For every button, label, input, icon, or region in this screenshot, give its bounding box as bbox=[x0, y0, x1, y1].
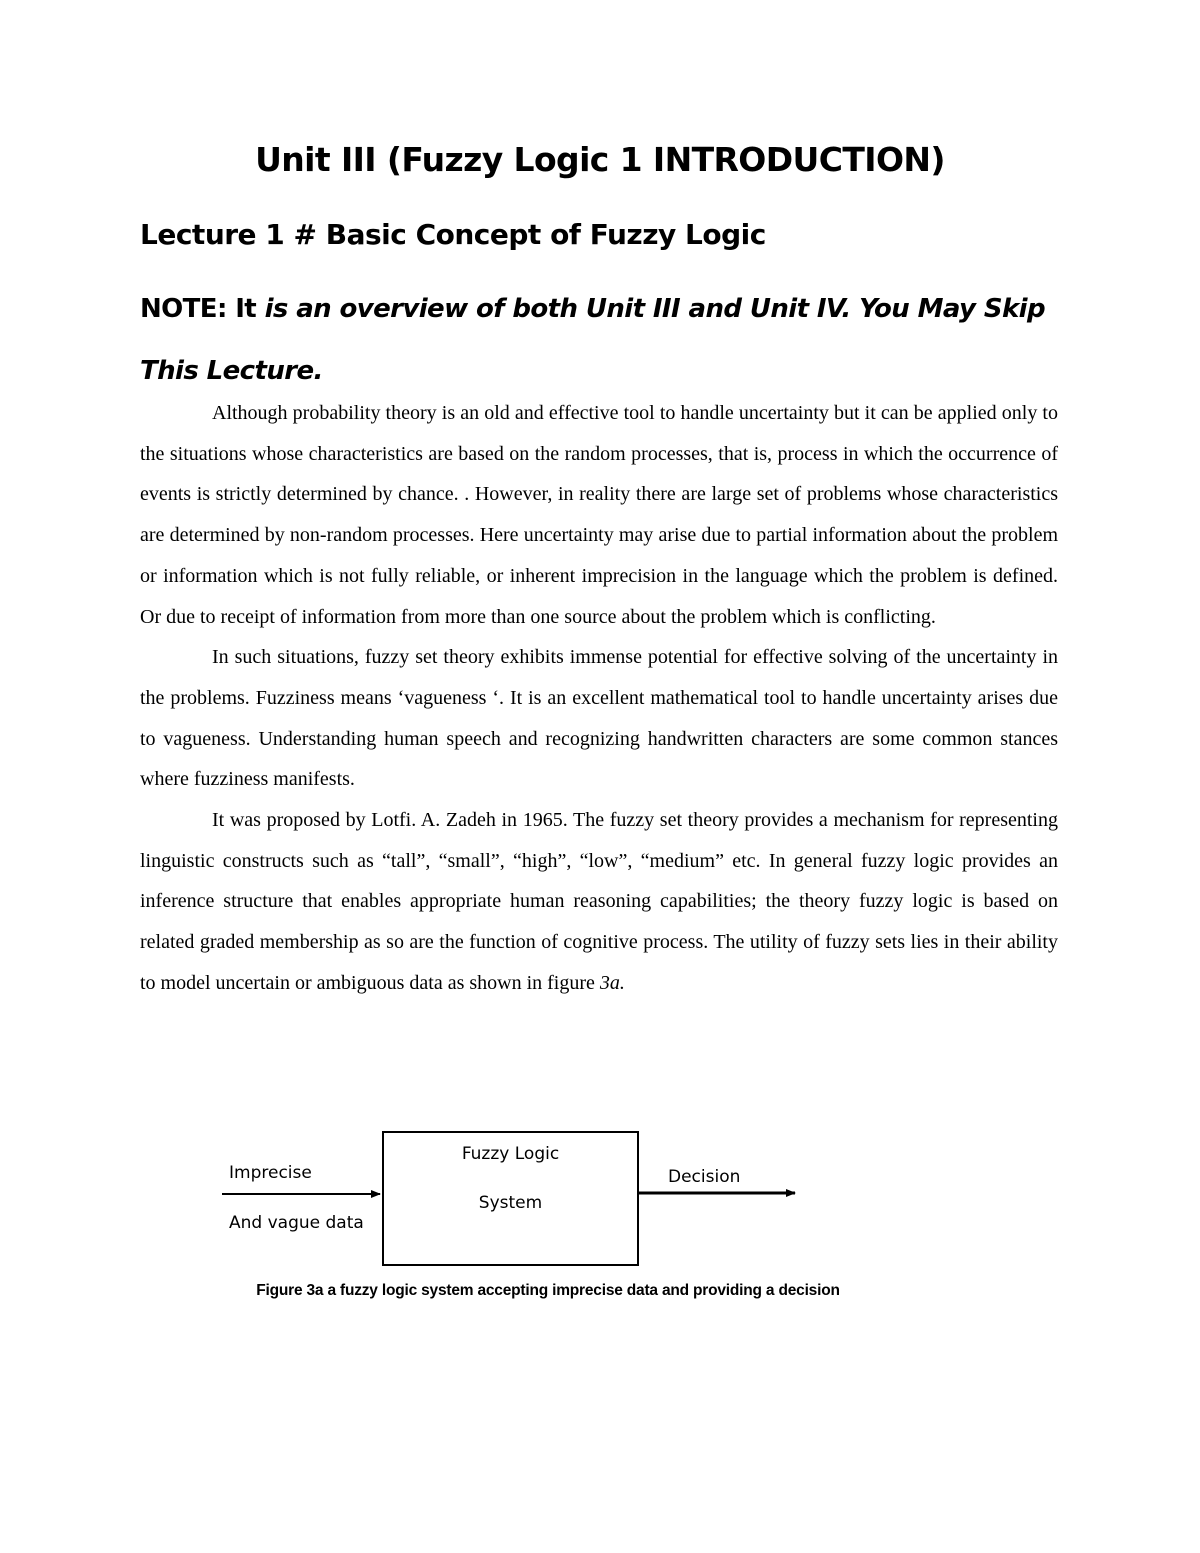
box-label-system: System bbox=[478, 1193, 543, 1213]
paragraph-zadeh bbox=[140, 800, 1058, 1004]
note-paragraph bbox=[140, 278, 1070, 402]
lecture-heading: Lecture 1 # Basic Concept of Fuzzy Logic bbox=[140, 218, 766, 251]
note-prefix: NOTE: It bbox=[140, 294, 265, 324]
input-label-vague-data: And vague data bbox=[229, 1213, 364, 1233]
note-text: is an overview of both Unit III and Unit IV. You May Skip This Lecture. bbox=[140, 294, 1045, 386]
body-text bbox=[140, 393, 1058, 1004]
page-title: Unit III (Fuzzy Logic 1 INTRODUCTION) bbox=[255, 140, 945, 179]
fuzzy-logic-diagram bbox=[0, 1100, 1200, 1300]
paragraph-zadeh-text: It was proposed by Lotfi. A. Zadeh in 1965. The fuzzy set theory provides a mechanism for representing linguistic constructs such as “tall”, “small”, “high”, “low”, “medium” etc. In general fuzzy logic provides an inference structure that enables appropriate human reasoning capabilities; the theory fuzzy logic is based on related graded membership as so are the function of cognitive process. The utility of fuzzy sets lies in their ability to model uncertain or ambiguous data as shown in figure bbox=[140, 809, 1058, 994]
input-label-imprecise: Imprecise bbox=[229, 1163, 312, 1183]
figure-reference: 3a. bbox=[599, 971, 625, 994]
paragraph-probability: Although probability theory is an old and effective tool to handle uncertainty but it can be applied only to the situations whose characteristics are based on the random processes, that is, process in which the occurrence of events is strictly determined by chance. . However, in reality there are large set of problems whose characteristics are determined by non-random processes. Here uncertainty may arise due to partial information about the problem or information which is not fully reliable, or inherent imprecision in the language which the problem is defined. Or due to receipt of information from more than one source about the problem which is conflicting. bbox=[140, 402, 1058, 628]
output-label-decision: Decision bbox=[668, 1167, 741, 1187]
figure-caption: Figure 3a a fuzzy logic system accepting imprecise data and providing a decision bbox=[256, 1282, 840, 1299]
paragraph-fuzzy-set-theory: In such situations, fuzzy set theory exhibits immense potential for effective solving of the uncertainty in the problems. Fuzziness means ‘vagueness ‘. It is an excellent mathematical tool to handle uncertainty arises due to vagueness. Understanding human speech and recognizing handwritten characters are some common stances where fuzziness manifests. bbox=[140, 646, 1058, 791]
box-label-fuzzy-logic: Fuzzy Logic bbox=[461, 1144, 560, 1164]
